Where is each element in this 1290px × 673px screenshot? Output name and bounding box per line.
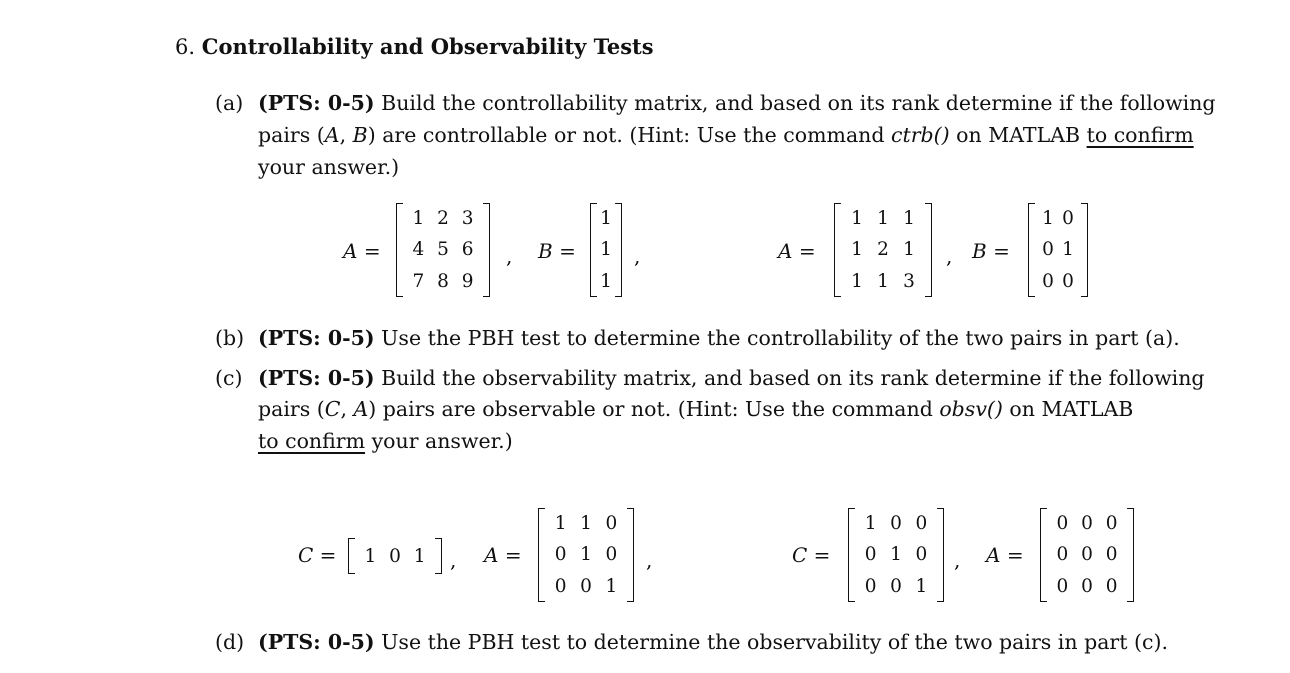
- eq-a2-b-equals: =: [993, 239, 1010, 263]
- matrix-c1-A: [538, 508, 634, 602]
- eq-a1-a-label: [343, 239, 381, 263]
- part-b-line: [258, 326, 1180, 350]
- matrix-cell: 0: [605, 513, 618, 535]
- eq-c1-sep: ,: [450, 548, 457, 572]
- matrix-cell: 1: [915, 575, 928, 597]
- eq-c1-a-equals: =: [504, 543, 522, 567]
- part-a-var-b: B: [352, 123, 368, 147]
- matrix-cell: 1: [851, 270, 863, 292]
- matrix-cell: 1: [412, 208, 425, 230]
- eq-a2-b-var: B: [972, 239, 987, 263]
- part-c-comma: ,: [340, 397, 354, 421]
- matrix-cell: 1: [851, 239, 863, 261]
- matrix-cell: 6: [461, 239, 474, 261]
- matrix-cell: 0: [1056, 544, 1069, 566]
- part-c-line3: [258, 429, 513, 453]
- eq-c1-a-var: A: [484, 543, 499, 567]
- matrix-cell: 5: [437, 239, 449, 261]
- part-c-line2-pre: pairs (: [258, 397, 325, 421]
- matrix-a1-A-cells: [406, 203, 480, 297]
- part-a-var-a: A: [324, 123, 340, 147]
- matrix-cell: 3: [461, 208, 474, 230]
- matrix-cell: 1: [413, 545, 426, 567]
- matrix-c2-C-right-bracket: [937, 508, 944, 602]
- matrix-cell: 0: [1105, 544, 1118, 566]
- matrix-cell: 1: [903, 208, 915, 230]
- matrix-cell: 4: [412, 239, 425, 261]
- matrix-cell: 1: [903, 239, 915, 261]
- matrix-c1-A-right-bracket: [627, 508, 634, 602]
- part-d-label: (d): [215, 630, 245, 654]
- part-c-pts: (PTS: 0-5): [258, 366, 375, 390]
- problem-number: 6.: [175, 35, 196, 59]
- part-a-line2-post: ) are controllable or not. (Hint: Use the command: [367, 123, 892, 147]
- part-a-comma: ,: [339, 123, 353, 147]
- matrix-c1-C-left-bracket: [348, 538, 355, 574]
- matrix-cell: 0: [554, 575, 567, 597]
- matrix-cell: 1: [580, 544, 592, 566]
- matrix-cell: 7: [412, 270, 425, 292]
- matrix-cell: 0: [1042, 270, 1054, 292]
- matrix-cell: 0: [890, 513, 902, 535]
- part-c-var-a: A: [353, 397, 369, 421]
- eq-a1-b-label: [538, 239, 576, 263]
- matrix-cell: 0: [864, 544, 877, 566]
- matrix-c1-C-cells: [358, 538, 432, 574]
- matrix-cell: 0: [1062, 208, 1074, 230]
- matrix-cell: 2: [877, 239, 889, 261]
- matrix-cell: 1: [364, 545, 377, 567]
- matrix-a2-B-left-bracket: [1028, 203, 1035, 297]
- matrix-c2-A: [1040, 508, 1134, 602]
- part-c-command: obsv(): [939, 397, 1003, 421]
- eq-c1-c-label: [298, 543, 336, 567]
- matrix-cell: 1: [877, 208, 889, 230]
- eq-a1-sep: ,: [506, 244, 513, 268]
- problem-title: Controllability and Observability Tests: [201, 34, 654, 59]
- matrix-a1-B-left-bracket: [590, 203, 597, 297]
- matrix-c2-C-left-bracket: [848, 508, 855, 602]
- matrix-cell: 1: [600, 239, 612, 261]
- matrix-cell: 1: [890, 544, 902, 566]
- eq-c2-c-var: C: [792, 543, 808, 567]
- eq-c2-a-label: [986, 543, 1024, 567]
- eq-c1-c-var: C: [298, 543, 314, 567]
- eq-c2-c-equals: =: [813, 543, 831, 567]
- matrix-a1-A: [396, 203, 490, 297]
- eq-a2-a-var: A: [778, 239, 793, 263]
- part-a-line2-post2: on MATLAB: [949, 123, 1087, 147]
- part-a-line2-pre: pairs (: [258, 123, 325, 147]
- eq-a1-b-var: B: [538, 239, 553, 263]
- matrix-c2-C-cells: [858, 508, 934, 602]
- part-c-line3-post: your answer.): [365, 429, 513, 453]
- problem-heading: [175, 34, 654, 59]
- matrix-cell: 0: [554, 544, 567, 566]
- part-b-label: (b): [215, 326, 245, 350]
- matrix-c1-C: [348, 538, 442, 574]
- part-c-underline: to confirm: [258, 429, 366, 453]
- matrix-cell: 0: [915, 513, 928, 535]
- matrix-cell: 0: [580, 575, 592, 597]
- eq-c1-sep2: ,: [646, 548, 653, 572]
- eq-a1-sep2: ,: [634, 244, 641, 268]
- matrix-c1-A-cells: [548, 508, 624, 602]
- part-a-line3: your answer.): [258, 155, 400, 179]
- matrix-cell: 1: [580, 513, 592, 535]
- eq-c2-c-label: [792, 543, 830, 567]
- part-d-pts: (PTS: 0-5): [258, 630, 375, 654]
- part-a-label: (a): [215, 91, 244, 115]
- matrix-a1-B: [590, 203, 622, 297]
- part-c-line1: [258, 366, 1205, 390]
- eq-c2-sep: ,: [954, 548, 961, 572]
- matrix-a2-B: [1028, 203, 1088, 297]
- matrix-cell: 3: [903, 270, 915, 292]
- matrix-cell: 1: [1062, 239, 1074, 261]
- matrix-cell: 0: [915, 544, 928, 566]
- eq-a2-a-equals: =: [798, 239, 816, 263]
- eq-a2-a-label: [778, 239, 816, 263]
- matrix-cell: 0: [864, 575, 877, 597]
- eq-a1-a-equals: =: [363, 239, 381, 263]
- matrix-cell: 1: [600, 208, 612, 230]
- part-a-line1: [258, 91, 1216, 115]
- matrix-cell: 0: [1105, 513, 1118, 535]
- eq-c2-a-var: A: [986, 543, 1001, 567]
- matrix-a2-B-cells: [1038, 203, 1078, 297]
- matrix-cell: 1: [851, 208, 863, 230]
- matrix-cell: 0: [1056, 513, 1069, 535]
- matrix-cell: 0: [1081, 544, 1093, 566]
- eq-a1-b-equals: =: [559, 239, 576, 263]
- matrix-cell: 0: [389, 545, 401, 567]
- matrix-c1-C-right-bracket: [435, 538, 442, 574]
- part-a-underline: to confirm: [1086, 123, 1194, 147]
- matrix-cell: 0: [605, 544, 618, 566]
- matrix-cell: 0: [890, 575, 902, 597]
- matrix-cell: 1: [864, 513, 877, 535]
- matrix-cell: 2: [437, 208, 449, 230]
- eq-c2-a-equals: =: [1006, 543, 1024, 567]
- part-a-pts: (PTS: 0-5): [258, 91, 375, 115]
- part-c-line2-post2: on MATLAB: [1002, 397, 1134, 421]
- matrix-cell: 1: [1042, 208, 1054, 230]
- part-a-line2: [258, 123, 1194, 147]
- part-c-var-c: C: [324, 397, 341, 421]
- part-d-line: [258, 630, 1168, 654]
- part-c-label: (c): [215, 366, 243, 390]
- matrix-cell: 0: [1042, 239, 1054, 261]
- matrix-a2-B-right-bracket: [1081, 203, 1088, 297]
- matrix-c2-A-cells: [1050, 508, 1124, 602]
- part-a-command: ctrb(): [891, 123, 950, 147]
- matrix-a2-A-right-bracket: [925, 203, 932, 297]
- part-c-line2: [258, 397, 1133, 421]
- matrix-cell: 1: [605, 575, 618, 597]
- eq-a2-sep: ,: [946, 244, 953, 268]
- eq-c1-a-label: [484, 543, 522, 567]
- matrix-cell: 0: [1062, 270, 1074, 292]
- matrix-c2-C: [848, 508, 944, 602]
- matrix-c2-A-left-bracket: [1040, 508, 1047, 602]
- matrix-cell: 0: [1081, 513, 1093, 535]
- matrix-c1-A-left-bracket: [538, 508, 545, 602]
- matrix-a1-B-right-bracket: [615, 203, 622, 297]
- matrix-cell: 0: [1081, 575, 1093, 597]
- part-c-line2-post: ) pairs are observable or not. (Hint: Use the command: [368, 397, 940, 421]
- part-b-text: Use the PBH test to determine the controllability of the two pairs in part (a).: [374, 326, 1180, 350]
- eq-a2-b-label: [972, 239, 1010, 263]
- eq-c1-c-equals: =: [319, 543, 337, 567]
- matrix-cell: 0: [1105, 575, 1118, 597]
- part-c-line1-text: Build the observability matrix, and based on its rank determine if the following: [374, 366, 1205, 390]
- matrix-a2-A-left-bracket: [834, 203, 841, 297]
- matrix-a2-A-cells: [844, 203, 922, 297]
- eq-a1-a-var: A: [343, 239, 358, 263]
- part-d-text: Use the PBH test to determine the observability of the two pairs in part (c).: [374, 630, 1168, 654]
- matrix-cell: 1: [554, 513, 567, 535]
- matrix-a1-B-cells: [600, 203, 612, 297]
- matrix-cell: 1: [600, 270, 612, 292]
- part-a-line1-text: Build the controllability matrix, and based on its rank determine if the following: [374, 91, 1216, 115]
- matrix-c2-A-right-bracket: [1127, 508, 1134, 602]
- matrix-cell: 1: [877, 270, 889, 292]
- part-b-pts: (PTS: 0-5): [258, 326, 375, 350]
- matrix-cell: 8: [437, 270, 449, 292]
- matrix-a1-A-right-bracket: [483, 203, 490, 297]
- matrix-a1-A-left-bracket: [396, 203, 403, 297]
- matrix-cell: 9: [461, 270, 474, 292]
- matrix-a2-A: [834, 203, 932, 297]
- matrix-cell: 0: [1056, 575, 1069, 597]
